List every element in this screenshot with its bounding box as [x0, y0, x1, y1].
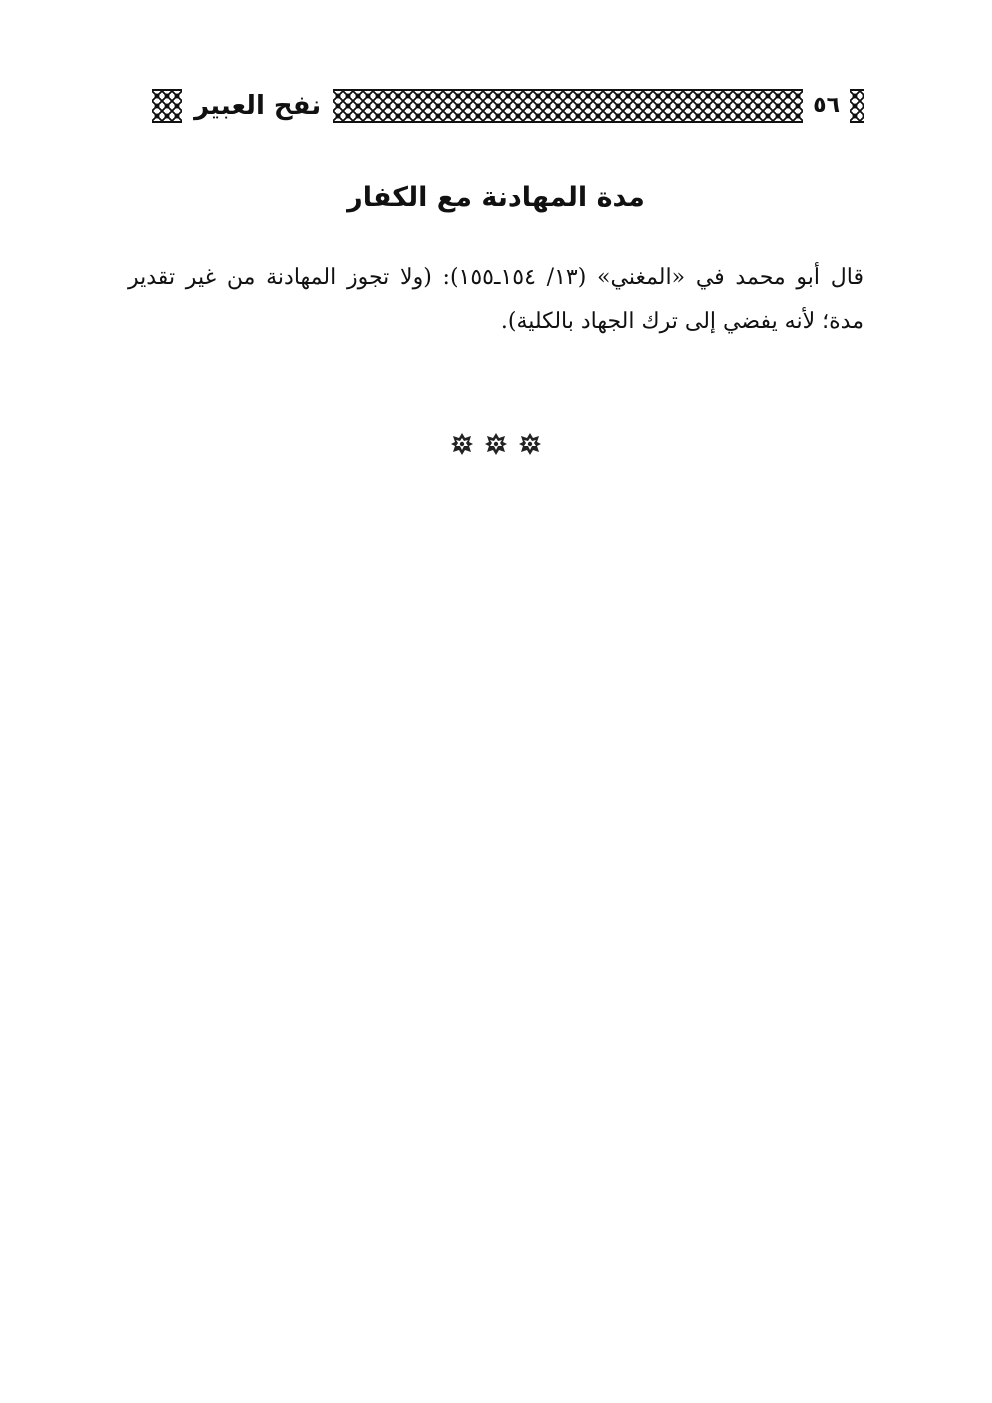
section-divider — [128, 432, 864, 456]
geometric-border-icon — [333, 89, 803, 123]
geometric-border-icon — [152, 89, 182, 123]
star-ornament-icon — [484, 432, 508, 456]
running-title: نفح العبير — [194, 91, 322, 121]
section-title: مدة المهادنة مع الكفار — [347, 182, 645, 213]
page-number: ٥٦ — [813, 93, 840, 118]
star-ornament-icon — [518, 432, 542, 456]
star-ornament-icon — [450, 432, 474, 456]
geometric-border-icon — [850, 89, 864, 123]
body-paragraph: قال أبو محمد في «المغني» (١٣/ ١٥٤ـ١٥٥): (ولا تجوز المهادنة من غير تقدير مدة؛ لأنه يفضي إلى ترك الجهاد بالكلية). — [128, 265, 864, 334]
page-header — [128, 84, 864, 128]
